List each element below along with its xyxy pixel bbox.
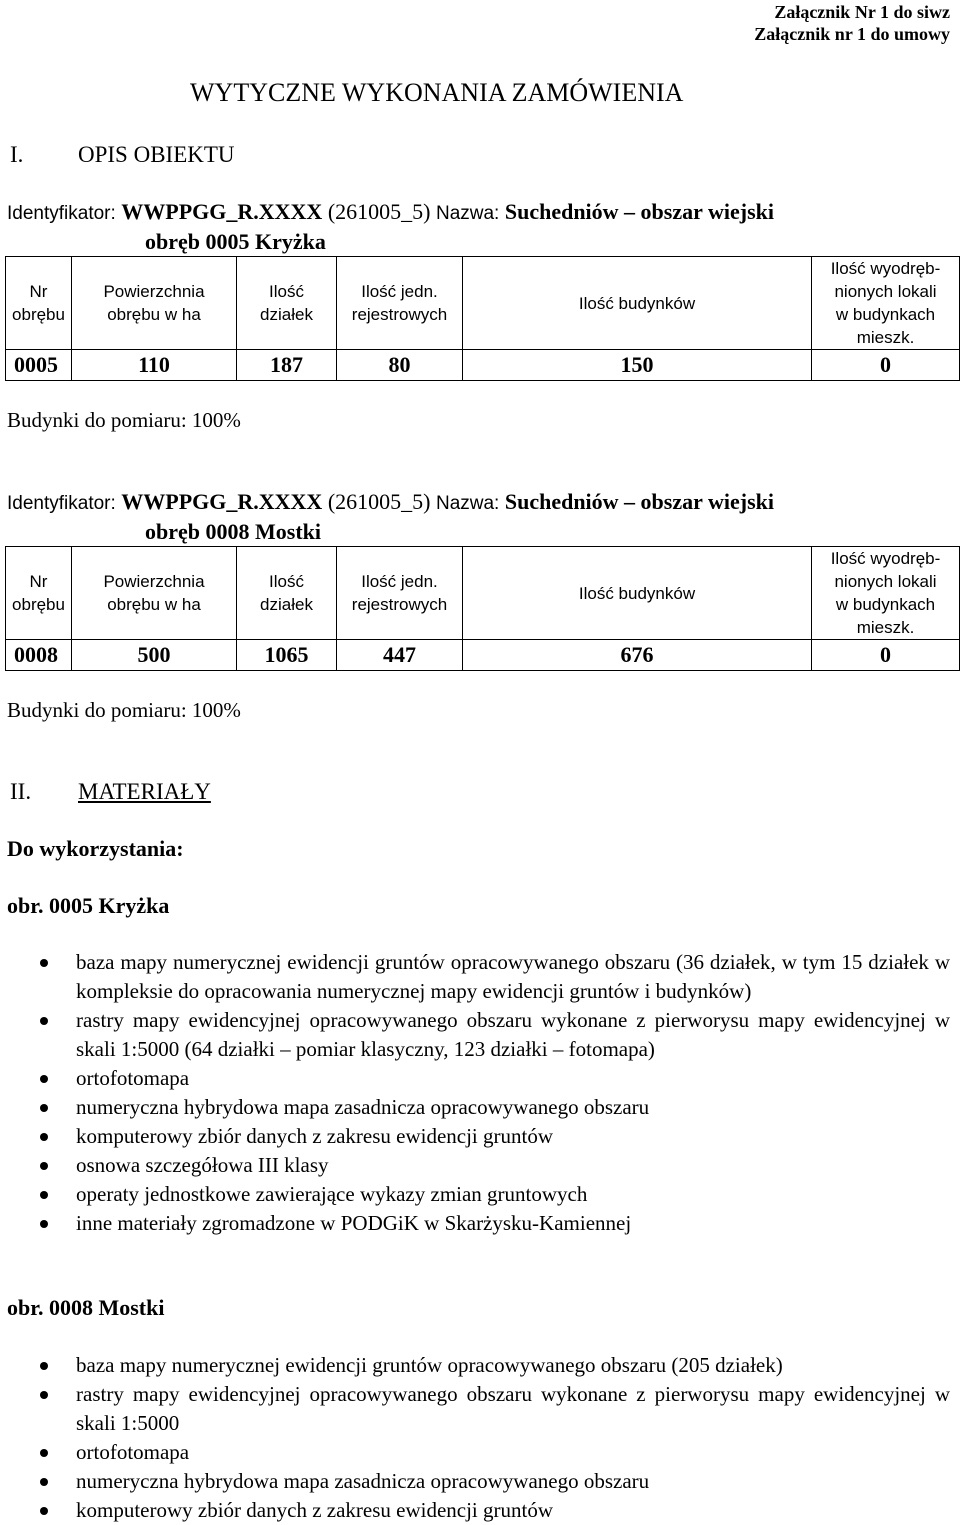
bullet-icon — [40, 1133, 48, 1141]
cell-nr: 0005 — [6, 350, 72, 381]
identifier-label: Identyfikator: — [7, 493, 116, 514]
list-item: baza mapy numerycznej ewidencji gruntów opracowywanego obszaru (36 działek, w tym 15 działek w kompleksie do opracowania numerycznej mapy ewidencji gruntów i budynków) — [0, 948, 960, 1006]
list-item: ortofotomapa — [0, 1438, 960, 1467]
list-item: komputerowy zbiór danych z zakresu ewidencji gruntów — [0, 1496, 960, 1525]
precinct-2-table — [5, 546, 960, 671]
identifier-value: WWPPGG_R.XXXX — [121, 199, 323, 224]
section-1-number: I. — [10, 142, 24, 167]
list-item: numeryczna hybrydowa mapa zasadnicza opracowywanego obszaru — [0, 1093, 960, 1122]
materials-list-0008 — [0, 1351, 960, 1525]
cell-powierzchnia: 110 — [72, 350, 237, 381]
precinct-2-name: obręb 0008 Mostki — [145, 519, 321, 544]
name-label: Nazwa: — [435, 493, 500, 514]
cell-dzialki: 187 — [237, 350, 337, 381]
list-item: osnowa szczegółowa III klasy — [0, 1151, 960, 1180]
col-powierzchnia: Powierzchnia obrębu w ha — [72, 257, 237, 350]
col-ilosc-budynkow: Ilość budynków — [463, 257, 812, 350]
col-nr-obrebu: Nr obrębu — [6, 257, 72, 350]
precinct-1-table — [5, 256, 960, 381]
col-nr-obrebu: Nr obrębu — [6, 547, 72, 640]
table-row — [6, 350, 960, 381]
table-header-row — [6, 547, 960, 640]
materials-list-0005 — [0, 948, 960, 1238]
list-item: inne materiały zgromadzone w PODGiK w Skarżysku-Kamiennej — [0, 1209, 960, 1238]
bullet-icon — [40, 1017, 48, 1025]
teryt-code: (261005_5) — [327, 199, 431, 224]
teryt-code: (261005_5) — [327, 489, 431, 514]
list-item: numeryczna hybrydowa mapa zasadnicza opracowywanego obszaru — [0, 1467, 960, 1496]
col-ilosc-lokali: Ilość wyodręb- nionych lokali w budynkach mieszk. — [812, 257, 960, 350]
section-1-title: OPIS OBIEKTU — [78, 142, 235, 167]
list-item: rastry mapy ewidencyjnej opracowywanego obszaru wykonane z pierworysu mapy ewidencyjnej w skali 1:5000 — [0, 1380, 960, 1438]
list-item: rastry mapy ewidencyjnej opracowywanego obszaru wykonane z pierworysu mapy ewidencyjnej w skali 1:5000 (64 działki – pomiar klasyczny, 123 działki – fotomapa) — [0, 1006, 960, 1064]
cell-lokale: 0 — [812, 640, 960, 671]
section-1-heading — [0, 142, 235, 168]
table-header-row — [6, 257, 960, 350]
precinct-2-buildings-to-measure: Budynki do pomiaru: 100% — [7, 698, 241, 722]
col-ilosc-budynkow: Ilość budynków — [463, 547, 812, 640]
materials-heading-0008: obr. 0008 Mostki — [7, 1295, 165, 1320]
annex-note-siwz: Załącznik Nr 1 do siwz — [774, 2, 950, 22]
bullet-icon — [40, 1075, 48, 1083]
document-title: WYTYCZNE WYKONANIA ZAMÓWIENIA — [190, 78, 684, 107]
list-item: operaty jednostkowe zawierające wykazy zmian gruntowych — [0, 1180, 960, 1209]
col-ilosc-jedn: Ilość jedn. rejestrowych — [337, 547, 463, 640]
cell-powierzchnia: 500 — [72, 640, 237, 671]
bullet-icon — [40, 1449, 48, 1457]
identifier-value: WWPPGG_R.XXXX — [121, 489, 323, 514]
bullet-icon — [40, 1507, 48, 1515]
list-item: baza mapy numerycznej ewidencji gruntów opracowywanego obszaru (205 działek) — [0, 1351, 960, 1380]
bullet-icon — [40, 1220, 48, 1228]
bullet-icon — [40, 1478, 48, 1486]
col-ilosc-dzialek: Ilość działek — [237, 257, 337, 350]
identifier-label: Identyfikator: — [7, 203, 116, 224]
col-powierzchnia: Powierzchnia obrębu w ha — [72, 547, 237, 640]
name-value: Suchedniów – obszar wiejski — [504, 199, 774, 224]
section-2-number: II. — [10, 779, 32, 804]
materials-subheading: Do wykorzystania: — [7, 836, 184, 861]
precinct-1-buildings-to-measure: Budynki do pomiaru: 100% — [7, 408, 241, 432]
bullet-icon — [40, 1162, 48, 1170]
precinct-2-identifier-line — [7, 489, 774, 515]
annex-note-umowy: Załącznik nr 1 do umowy — [754, 24, 950, 44]
cell-jedn: 80 — [337, 350, 463, 381]
precinct-1-identifier-line — [7, 199, 774, 225]
name-value: Suchedniów – obszar wiejski — [504, 489, 774, 514]
list-item: ortofotomapa — [0, 1064, 960, 1093]
bullet-icon — [40, 1362, 48, 1370]
bullet-icon — [40, 1191, 48, 1199]
cell-lokale: 0 — [812, 350, 960, 381]
cell-dzialki: 1065 — [237, 640, 337, 671]
cell-jedn: 447 — [337, 640, 463, 671]
bullet-icon — [40, 1391, 48, 1399]
cell-nr: 0008 — [6, 640, 72, 671]
section-2-heading — [0, 779, 211, 805]
col-ilosc-jedn: Ilość jedn. rejestrowych — [337, 257, 463, 350]
name-label: Nazwa: — [435, 203, 500, 224]
col-ilosc-dzialek: Ilość działek — [237, 547, 337, 640]
section-2-title: MATERIAŁY — [78, 779, 211, 804]
table-row — [6, 640, 960, 671]
cell-budynki: 676 — [463, 640, 812, 671]
bullet-icon — [40, 959, 48, 967]
cell-budynki: 150 — [463, 350, 812, 381]
precinct-1-name: obręb 0005 Kryżka — [145, 229, 326, 254]
list-item: komputerowy zbiór danych z zakresu ewidencji gruntów — [0, 1122, 960, 1151]
bullet-icon — [40, 1104, 48, 1112]
materials-heading-0005: obr. 0005 Kryżka — [7, 893, 170, 918]
col-ilosc-lokali: Ilość wyodręb- nionych lokali w budynkach mieszk. — [812, 547, 960, 640]
